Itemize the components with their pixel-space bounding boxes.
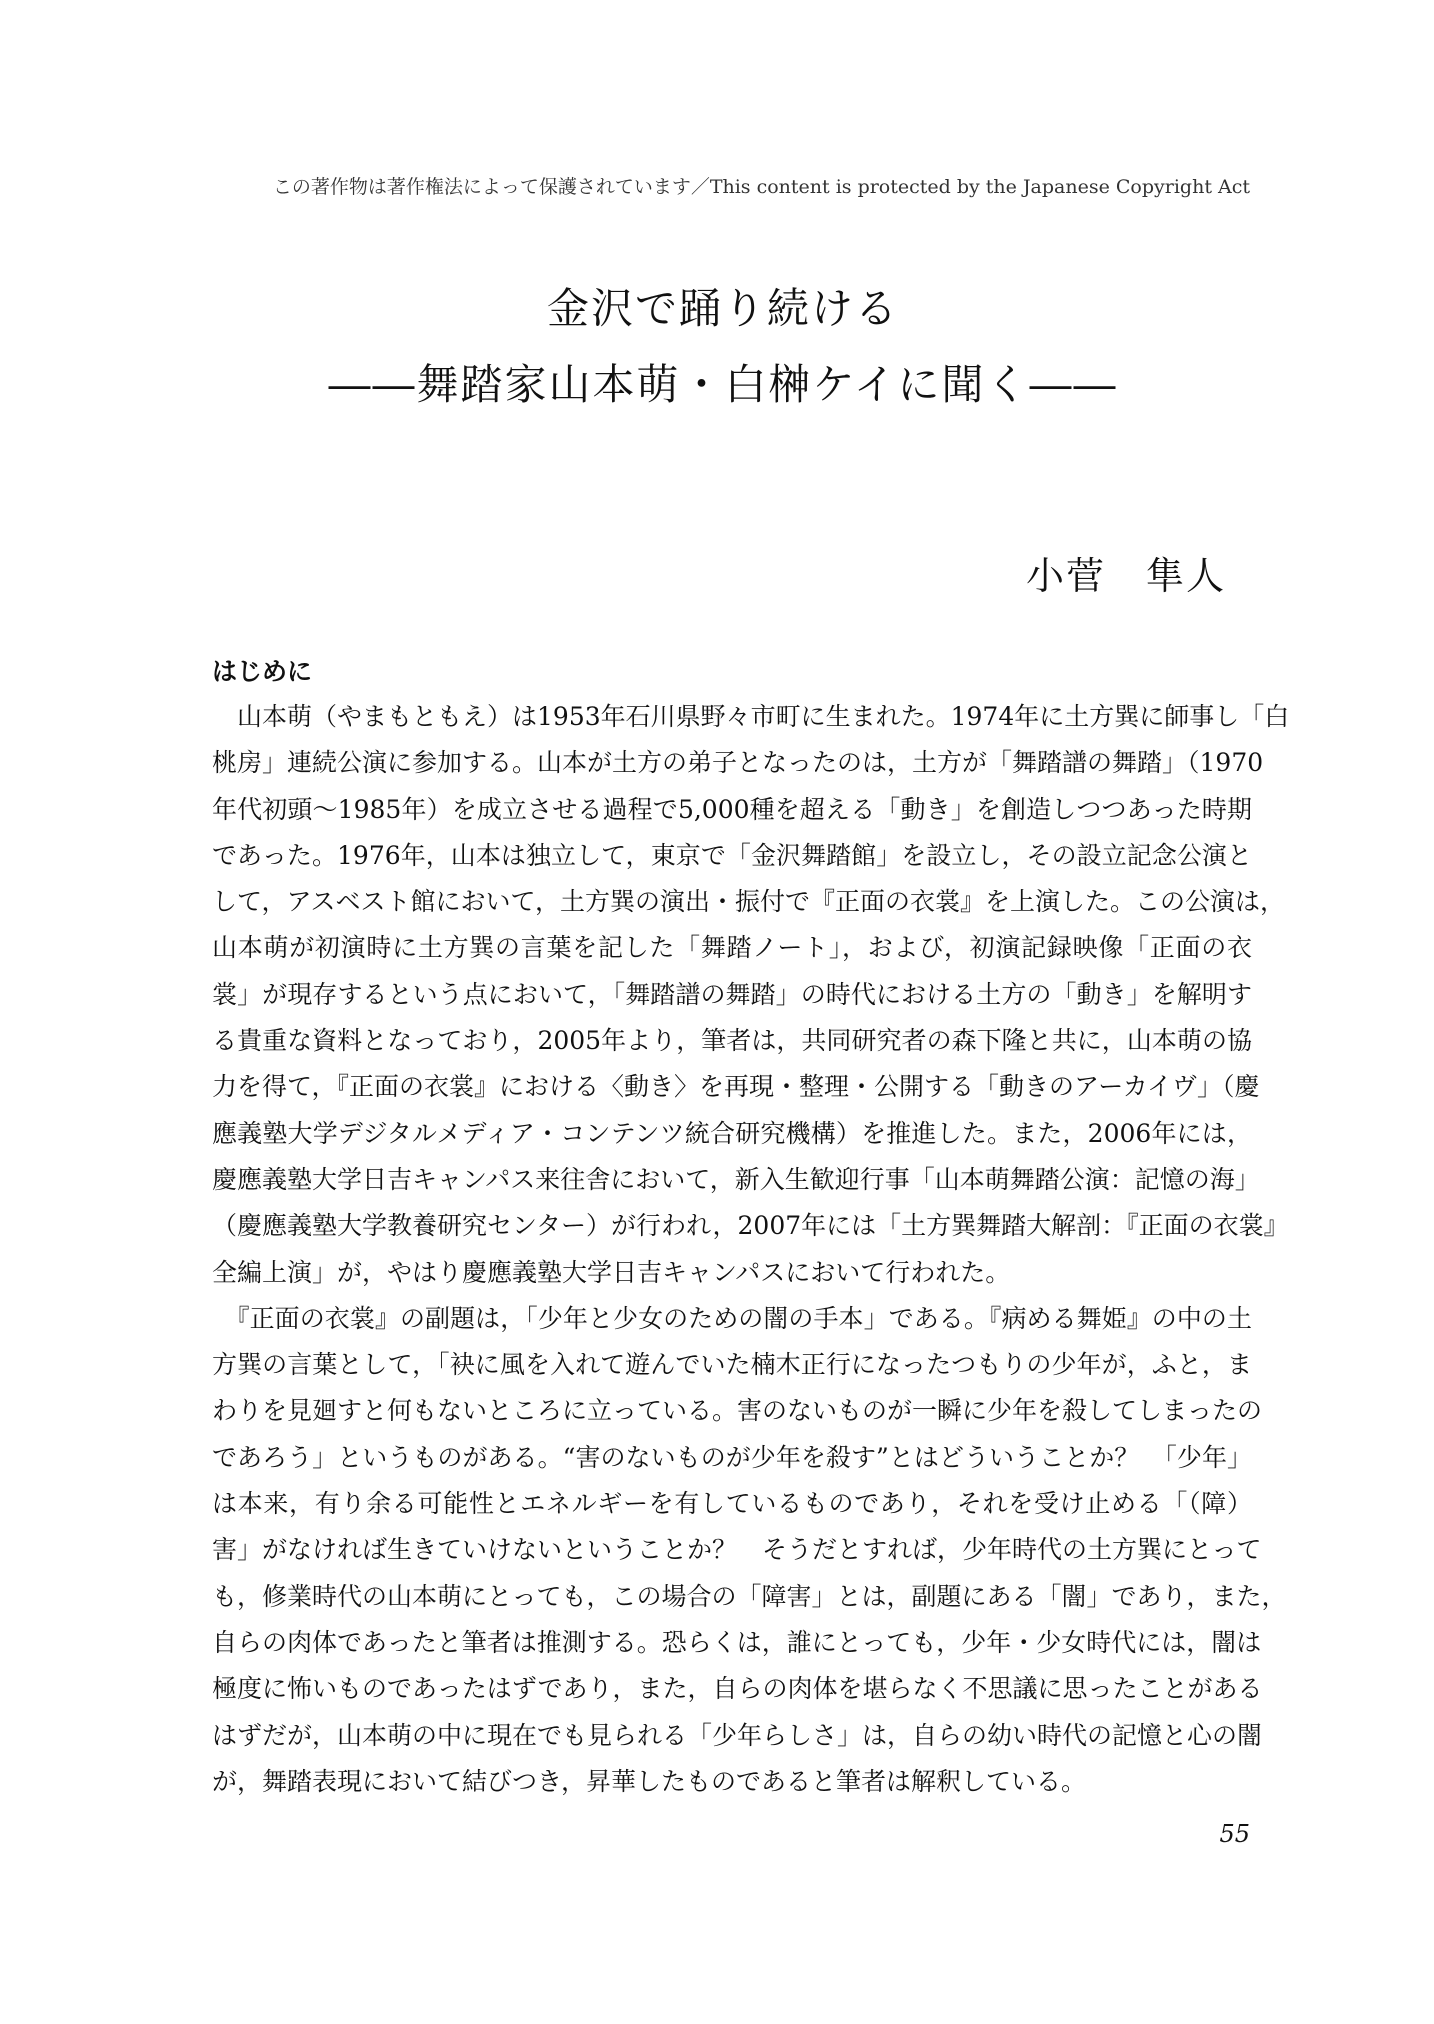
text-line: る貴重な資料となっており，2005年より，筆者は，共同研究者の森下隆と共に，山本萌の協 <box>212 1026 1252 1056</box>
text-line: が，舞踏表現において結びつき，昇華したものであると筆者は解釈している。 <box>212 1766 1087 1796</box>
text-line: 方巽の言葉として，「袂に風を入れて遊んでいた楠木正行になったつもりの少年が，ふと，ま <box>212 1350 1252 1380</box>
body-text <box>212 694 1290 1805</box>
author-name: 小菅 隼人 <box>1025 554 1226 598</box>
text-line: 力を得て，『正面の衣裳』における〈動き〉を再現・整理・公開する「動きのアーカイヴ」（慶 <box>212 1072 1260 1102</box>
text-line: 山本萌（やまもともえ）は1953年石川県野々市町に生まれた。1974年に土方巽に師事し「白 <box>212 702 1290 731</box>
text-line: 自らの肉体であったと筆者は推測する。恐らくは，誰にとっても，少年・少女時代には，闇は <box>212 1627 1262 1657</box>
text-line: であろう」というものがある。“害のないものが少年を殺す”とはどういうことか？ 「少年」 <box>212 1442 1252 1472</box>
text-line: 應義塾大学デジタルメディア・コンテンツ統合研究機構）を推進した。また，2006年には， <box>212 1118 1252 1148</box>
text-line: 裳」が現存するという点において，「舞踏譜の舞踏」の時代における土方の「動き」を解明す <box>212 979 1252 1009</box>
paragraph <box>212 694 1290 1296</box>
copyright-notice: この著作物は著作権法によって保護されています／This content is protected by the Japanese Copyright Act <box>272 176 1250 198</box>
section-heading: はじめに <box>212 657 313 686</box>
text-line: であった。1976年，山本は独立して，東京で「金沢舞踏館」を設立し，その設立記念公演と <box>212 840 1252 870</box>
paragraph <box>212 1296 1287 1805</box>
text-line: して，アスベスト館において，土方巽の演出・振付で『正面の衣裳』を上演した。この公演は， <box>212 887 1286 917</box>
text-line: 害」がなければ生きていけないということか？ そうだとすれば，少年時代の土方巽にとって <box>212 1535 1262 1565</box>
text-line: 全編上演」が，やはり慶應義塾大学日吉キャンパスにおいて行われた。 <box>212 1257 1011 1287</box>
text-line: も，修業時代の山本萌にとっても，この場合の「障害」とは，副題にある「闇」であり，また， <box>212 1581 1287 1611</box>
text-line: 山本萌が初演時に土方巽の言葉を記した「舞踏ノート」，および，初演記録映像「正面の衣 <box>212 933 1252 963</box>
text-line: 桃房」連続公演に参加する。山本が土方の弟子となったのは，土方が「舞踏譜の舞踏」（1970 <box>212 748 1264 778</box>
text-line: わりを見廻すと何もないところに立っている。害のないものが一瞬に少年を殺してしまったの <box>212 1396 1263 1426</box>
text-line: は本来，有り余る可能性とエネルギーを有しているものであり，それを受け止める「（障） <box>212 1489 1252 1519</box>
text-line: （慶應義塾大学教養研究センター）が行われ，2007年には「土方巽舞踏大解剖：『正面の衣裳』 <box>212 1211 1289 1241</box>
text-line: 極度に怖いものであったはずであり，また，自らの肉体を堪らなく不思議に思ったことがある <box>212 1674 1263 1704</box>
article-title: 金沢で踊り続ける <box>546 284 899 333</box>
text-line: 年代初頭～1985年）を成立させる過程で5,000種を超える「動き」を創造しつつあった時期 <box>212 794 1252 824</box>
text-line: はずだが，山本萌の中に現在でも見られる「少年らしさ」は，自らの幼い時代の記憶と心の闇 <box>212 1720 1263 1750</box>
text-line: 慶應義塾大学日吉キャンパス来往舎において，新入生歓迎行事「山本萌舞踏公演：記憶の海」 <box>212 1164 1260 1194</box>
article-subtitle: ――舞踏家山本萌・白榊ケイに聞く―― <box>328 360 1118 409</box>
page-number: 55 <box>1219 1820 1250 1848</box>
text-line: 『正面の衣裳』の副題は，「少年と少女のための闇の手本」である。『病める舞姫』の中の土 <box>212 1303 1252 1333</box>
